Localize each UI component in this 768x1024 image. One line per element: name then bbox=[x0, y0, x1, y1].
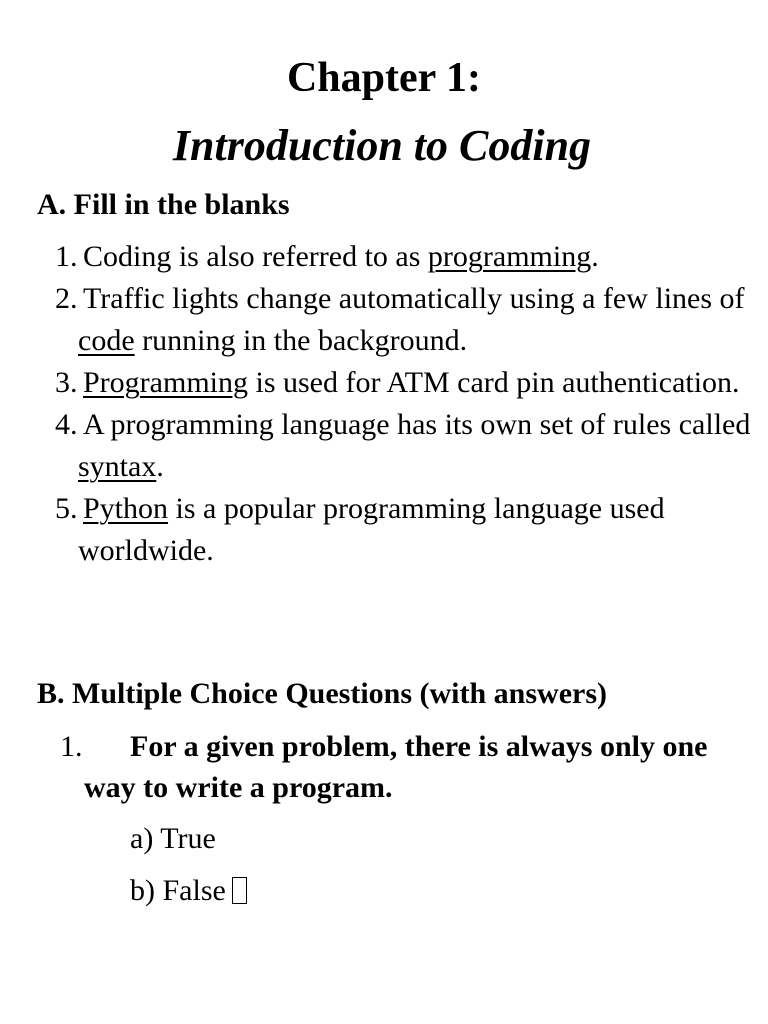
blank-answer: programming bbox=[427, 240, 592, 273]
blank-answer: code bbox=[78, 324, 135, 357]
fill-item-5 bbox=[0, 488, 768, 572]
blank-answer: Python bbox=[83, 492, 169, 525]
item-number: 4. bbox=[55, 408, 78, 441]
chapter-subtitle: Introduction to Coding bbox=[172, 121, 592, 170]
item-text-after: . bbox=[156, 450, 164, 483]
mcq-option-b bbox=[130, 873, 247, 909]
item-text-after: running in the background. bbox=[134, 324, 468, 357]
blank-answer: syntax bbox=[78, 450, 157, 483]
item-text-after: is used for ATM card pin authentication. bbox=[248, 366, 740, 399]
option-label: b) False bbox=[130, 874, 226, 907]
item-number: 1. bbox=[55, 240, 78, 273]
fill-item-1 bbox=[0, 236, 768, 278]
blank-answer: Programming bbox=[83, 366, 248, 399]
item-text-after: is a popular programming language used worldwide. bbox=[78, 492, 665, 567]
item-text-after: . bbox=[591, 240, 599, 273]
item-text-before: Coding is also referred to as bbox=[83, 240, 428, 273]
item-text-before: A programming language has its own set of rules called bbox=[83, 408, 751, 441]
question-number: 1. bbox=[60, 730, 83, 763]
fill-item-3 bbox=[0, 362, 768, 404]
answer-check-icon bbox=[232, 877, 247, 904]
fill-item-2 bbox=[0, 278, 768, 362]
section-b-heading: B. Multiple Choice Questions (with answers) bbox=[37, 677, 607, 710]
fill-in-the-blanks-list bbox=[0, 236, 768, 572]
chapter-title: Chapter 1: bbox=[286, 55, 482, 101]
item-number: 5. bbox=[55, 492, 78, 525]
option-label: a) True bbox=[130, 822, 216, 855]
item-text-before: Traffic lights change automatically using a few lines of bbox=[83, 282, 745, 315]
item-number: 2. bbox=[55, 282, 78, 315]
fill-item-4 bbox=[0, 404, 768, 488]
mcq-question-1 bbox=[0, 726, 768, 808]
mcq-option-a bbox=[130, 821, 216, 857]
section-a-heading: A. Fill in the blanks bbox=[37, 188, 290, 221]
question-text: For a given problem, there is always only one way to write a program. bbox=[84, 730, 708, 804]
item-number: 3. bbox=[55, 366, 78, 399]
